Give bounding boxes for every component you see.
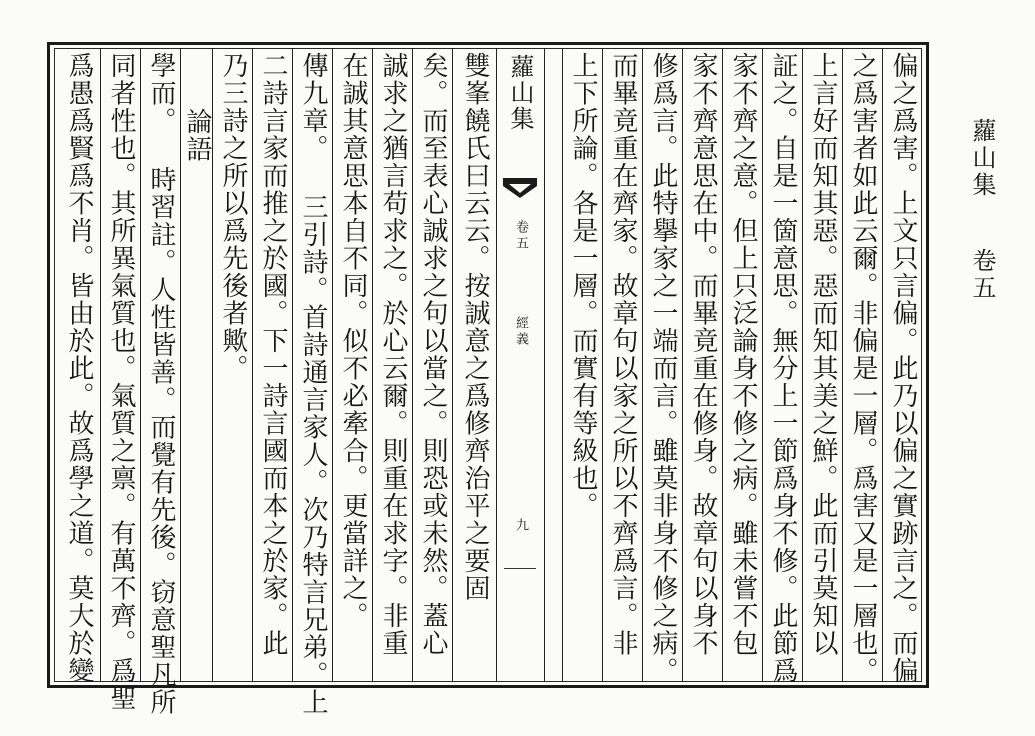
text-column: 修爲言。此特擧家之一端而言。雖莫非身不修之病。 <box>648 52 678 685</box>
spine-tick <box>504 568 536 569</box>
column-rule <box>842 48 843 682</box>
column-rule <box>292 48 293 682</box>
section-heading: 論語 <box>182 108 212 163</box>
text-column: 學而。 時習註。人性皆善。而覺有先後。窃意聖凡所 <box>146 52 176 716</box>
fish-tail-mark-icon <box>503 178 537 204</box>
text-column: 矣。而至表心誠求之句以當之。則恐或未然。蓋心 <box>418 52 448 657</box>
text-column: 証之。自是一箇意思。無分上一節爲身不修。此節爲 <box>768 52 798 685</box>
column-rule <box>562 48 563 682</box>
column-rule <box>682 48 683 682</box>
text-column: 二詩言家而推之於國。下一詩言國而本之於家。此 <box>258 52 288 657</box>
text-column: 雙峯饒氏曰云云。按誠意之爲修齊治平之要固 <box>460 52 490 602</box>
column-rule <box>452 48 453 682</box>
text-column: 上下所論。各是一層。而實有等級也。 <box>568 52 598 520</box>
text-column: 爲愚爲賢爲不肖。皆由於此。故爲學之道。莫大於變 <box>64 52 94 685</box>
text-column: 在誠其意思本自不同。似不必牽合。更當詳之。 <box>338 52 368 630</box>
column-rule <box>412 48 413 682</box>
text-column: 同者性也。其所異氣質也。氣質之禀。有萬不齊。爲聖 <box>106 52 136 712</box>
margin-volume: 卷五 <box>968 248 996 302</box>
text-column: 之爲害者如此云爾。非偏是一層。爲害又是一層也。 <box>848 52 878 685</box>
column-rule <box>882 48 883 682</box>
column-rule <box>722 48 723 682</box>
column-rule <box>140 48 141 682</box>
spine-title: 蘿山集 <box>506 54 534 132</box>
column-rule <box>762 48 763 682</box>
column-rule <box>602 48 603 682</box>
column-rule <box>372 48 373 682</box>
column-rule <box>642 48 643 682</box>
column-rule <box>332 48 333 682</box>
spine-rule <box>544 48 545 682</box>
text-column: 誠求之猶言苟求之。於心云爾。則重在求字。非重 <box>378 52 408 657</box>
text-column: 而畢竟重在齊家。故章句以家之所以不齊爲言。非 <box>608 52 638 657</box>
text-column: 乃三詩之所以爲先後者歟。 <box>218 52 248 382</box>
margin-title: 蘿山集 <box>968 118 996 199</box>
spine-page-number: 九 <box>513 518 528 534</box>
column-rule <box>100 48 101 682</box>
spine-volume: 卷五 <box>513 220 528 252</box>
text-column: 傳九章。 三引詩。首詩通言家人。次乃特言兄弟。上 <box>298 52 328 716</box>
page-spine <box>496 48 544 682</box>
text-column: 家不齊之意。但上只泛論身不修之病。雖未嘗不包 <box>728 52 758 657</box>
text-column: 家不齊意思在中。而畢竟重在修身。故章句以身不 <box>688 52 718 657</box>
column-rule <box>252 48 253 682</box>
spine-section: 經義 <box>513 316 528 348</box>
text-column: 偏之爲害。上文只言偏。此乃以偏之實跡言之。而偏 <box>888 52 918 685</box>
text-column: 上言好而知其惡。惡而知其美之鮮。此而引莫知以 <box>808 52 838 657</box>
column-rule <box>802 48 803 682</box>
